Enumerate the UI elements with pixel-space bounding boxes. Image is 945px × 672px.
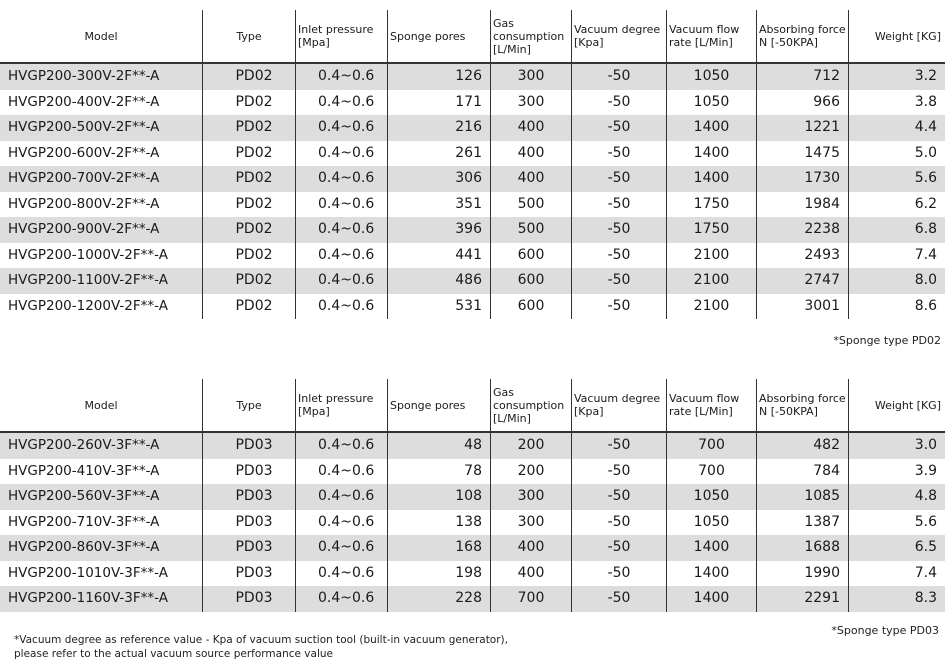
cell-inlet-pressure: 0.4~0.6: [295, 586, 387, 612]
table-row: [0, 115, 945, 141]
cell-vacuum-degree: -50: [571, 459, 666, 485]
table-row: [0, 561, 945, 587]
cell-inlet-pressure: 0.4~0.6: [295, 433, 387, 459]
cell-gas-consumption: 300: [490, 90, 571, 116]
cell-type: PD02: [202, 243, 295, 269]
col-sponge-pores: Sponge pores: [387, 379, 490, 431]
cell-type: PD02: [202, 268, 295, 294]
table-header: [0, 379, 945, 433]
cell-absorbing-force: 1221: [756, 115, 848, 141]
col-vacuum-flow: Vacuum flow rate [L/Min]: [666, 10, 756, 62]
cell-inlet-pressure: 0.4~0.6: [295, 294, 387, 320]
cell-model: HVGP200-900V-2F**-A: [8, 221, 160, 237]
cell-model: HVGP200-400V-2F**-A: [8, 93, 160, 110]
cell-sponge-pores: 531: [387, 294, 490, 320]
cell-inlet-pressure: 0.4~0.6: [295, 484, 387, 510]
col-weight: Weight [KG]: [848, 10, 945, 62]
cell-sponge-pores: 396: [387, 217, 490, 243]
cell-absorbing-force: 2291: [756, 586, 848, 612]
cell-type: PD02: [202, 192, 295, 218]
cell-weight: 8.3: [848, 586, 945, 612]
cell-vacuum-flow: 2100: [666, 243, 756, 269]
cell-gas-consumption: 300: [490, 64, 571, 90]
cell-vacuum-degree: -50: [571, 64, 666, 90]
cell-sponge-pores: 216: [387, 115, 490, 141]
cell-vacuum-flow: 700: [666, 459, 756, 485]
cell-weight: 5.6: [848, 166, 945, 192]
col-vacuum-flow: Vacuum flow rate [L/Min]: [666, 379, 756, 431]
cell-weight: 6.2: [848, 192, 945, 218]
cell-inlet-pressure: 0.4~0.6: [295, 115, 387, 141]
cell-absorbing-force: 966: [756, 90, 848, 116]
col-gas-consumption: Gas consumption [L/Min]: [490, 10, 571, 62]
cell-absorbing-force: 1688: [756, 535, 848, 561]
col-inlet-pressure: Inlet pressure [Mpa]: [295, 379, 387, 431]
cell-vacuum-degree: -50: [571, 192, 666, 218]
col-model: Model: [84, 29, 118, 43]
cell-type: PD02: [202, 166, 295, 192]
cell-sponge-pores: 168: [387, 535, 490, 561]
cell-gas-consumption: 600: [490, 268, 571, 294]
table-row: [0, 141, 945, 167]
table-row: [0, 294, 945, 320]
cell-sponge-pores: 351: [387, 192, 490, 218]
table-row: [0, 268, 945, 294]
cell-sponge-pores: 486: [387, 268, 490, 294]
cell-weight: 8.0: [848, 268, 945, 294]
cell-vacuum-degree: -50: [571, 294, 666, 320]
sponge-type-note: *Sponge type PD02: [833, 334, 941, 347]
cell-weight: 3.8: [848, 90, 945, 116]
table-row: [0, 510, 945, 536]
col-vacuum-degree: Vacuum degree [Kpa]: [571, 379, 666, 431]
cell-vacuum-flow: 1750: [666, 217, 756, 243]
table-row: [0, 64, 945, 90]
cell-model: HVGP200-500V-2F**-A: [8, 119, 160, 135]
cell-absorbing-force: 3001: [756, 294, 848, 320]
cell-vacuum-flow: 1750: [666, 192, 756, 218]
col-model: Model: [84, 398, 118, 412]
cell-vacuum-flow: 1050: [666, 510, 756, 536]
cell-inlet-pressure: 0.4~0.6: [295, 90, 387, 116]
cell-inlet-pressure: 0.4~0.6: [295, 166, 387, 192]
cell-inlet-pressure: 0.4~0.6: [295, 217, 387, 243]
cell-absorbing-force: 2747: [756, 268, 848, 294]
cell-gas-consumption: 600: [490, 294, 571, 320]
cell-sponge-pores: 228: [387, 586, 490, 612]
cell-inlet-pressure: 0.4~0.6: [295, 268, 387, 294]
cell-sponge-pores: 171: [387, 90, 490, 116]
col-absorbing-force: Absorbing force N [-50KPA]: [756, 379, 848, 431]
col-weight: Weight [KG]: [848, 379, 945, 431]
cell-model: HVGP200-410V-3F**-A: [8, 462, 160, 479]
cell-vacuum-degree: -50: [571, 561, 666, 587]
cell-sponge-pores: 306: [387, 166, 490, 192]
cell-weight: 4.8: [848, 484, 945, 510]
cell-vacuum-degree: -50: [571, 90, 666, 116]
cell-gas-consumption: 300: [490, 510, 571, 536]
cell-vacuum-flow: 1400: [666, 115, 756, 141]
cell-weight: 5.6: [848, 510, 945, 536]
table-row: [0, 90, 945, 116]
col-gas-consumption: Gas consumption [L/Min]: [490, 379, 571, 431]
cell-type: PD03: [202, 586, 295, 612]
table-row: [0, 243, 945, 269]
cell-vacuum-flow: 1050: [666, 90, 756, 116]
table-body: [0, 433, 945, 612]
cell-absorbing-force: 482: [756, 433, 848, 459]
cell-weight: 3.2: [848, 64, 945, 90]
cell-vacuum-flow: 1050: [666, 484, 756, 510]
cell-vacuum-degree: -50: [571, 433, 666, 459]
cell-vacuum-flow: 1400: [666, 561, 756, 587]
cell-inlet-pressure: 0.4~0.6: [295, 459, 387, 485]
cell-model: HVGP200-1000V-2F**-A: [8, 246, 168, 263]
cell-gas-consumption: 700: [490, 586, 571, 612]
cell-model: HVGP200-1200V-2F**-A: [8, 297, 168, 314]
cell-inlet-pressure: 0.4~0.6: [295, 510, 387, 536]
col-sponge-pores: Sponge pores: [387, 10, 490, 62]
cell-type: PD02: [202, 64, 295, 90]
table-row: [0, 535, 945, 561]
cell-sponge-pores: 108: [387, 484, 490, 510]
cell-sponge-pores: 261: [387, 141, 490, 167]
cell-weight: 7.4: [848, 243, 945, 269]
cell-weight: 3.0: [848, 433, 945, 459]
cell-type: PD02: [202, 115, 295, 141]
cell-inlet-pressure: 0.4~0.6: [295, 561, 387, 587]
table-row: [0, 484, 945, 510]
cell-gas-consumption: 500: [490, 217, 571, 243]
cell-vacuum-degree: -50: [571, 115, 666, 141]
table-row: [0, 586, 945, 612]
cell-vacuum-flow: 1400: [666, 586, 756, 612]
cell-model: HVGP200-1010V-3F**-A: [8, 564, 168, 581]
cell-vacuum-flow: 2100: [666, 268, 756, 294]
cell-weight: 5.0: [848, 141, 945, 167]
cell-vacuum-degree: -50: [571, 217, 666, 243]
cell-vacuum-degree: -50: [571, 535, 666, 561]
cell-type: PD03: [202, 433, 295, 459]
col-inlet-pressure: Inlet pressure [Mpa]: [295, 10, 387, 62]
table-row: [0, 166, 945, 192]
cell-vacuum-flow: 1050: [666, 64, 756, 90]
cell-inlet-pressure: 0.4~0.6: [295, 192, 387, 218]
cell-absorbing-force: 784: [756, 459, 848, 485]
cell-absorbing-force: 2238: [756, 217, 848, 243]
cell-type: PD02: [202, 141, 295, 167]
cell-type: PD02: [202, 294, 295, 320]
cell-weight: 4.4: [848, 115, 945, 141]
col-absorbing-force: Absorbing force N [-50KPA]: [756, 10, 848, 62]
cell-vacuum-flow: 1400: [666, 141, 756, 167]
cell-vacuum-degree: -50: [571, 586, 666, 612]
cell-absorbing-force: 1085: [756, 484, 848, 510]
cell-type: PD03: [202, 459, 295, 485]
cell-sponge-pores: 138: [387, 510, 490, 536]
cell-sponge-pores: 441: [387, 243, 490, 269]
cell-type: PD03: [202, 561, 295, 587]
cell-vacuum-flow: 1400: [666, 535, 756, 561]
col-type: Type: [202, 379, 295, 431]
cell-inlet-pressure: 0.4~0.6: [295, 64, 387, 90]
cell-gas-consumption: 200: [490, 459, 571, 485]
table-row: [0, 433, 945, 459]
cell-gas-consumption: 400: [490, 115, 571, 141]
cell-absorbing-force: 2493: [756, 243, 848, 269]
cell-absorbing-force: 1990: [756, 561, 848, 587]
cell-vacuum-degree: -50: [571, 141, 666, 167]
cell-model: HVGP200-1160V-3F**-A: [8, 590, 168, 606]
cell-type: PD03: [202, 484, 295, 510]
cell-absorbing-force: 1730: [756, 166, 848, 192]
table-row: [0, 192, 945, 218]
table-row: [0, 217, 945, 243]
cell-sponge-pores: 48: [387, 433, 490, 459]
col-type: Type: [202, 10, 295, 62]
cell-inlet-pressure: 0.4~0.6: [295, 535, 387, 561]
cell-inlet-pressure: 0.4~0.6: [295, 141, 387, 167]
sponge-type-note: *Sponge type PD03: [831, 624, 939, 637]
cell-gas-consumption: 600: [490, 243, 571, 269]
cell-absorbing-force: 1387: [756, 510, 848, 536]
cell-model: HVGP200-710V-3F**-A: [8, 513, 160, 530]
cell-model: HVGP200-560V-3F**-A: [8, 488, 160, 504]
cell-model: HVGP200-1100V-2F**-A: [8, 272, 168, 288]
cell-weight: 8.6: [848, 294, 945, 320]
cell-absorbing-force: 1475: [756, 141, 848, 167]
cell-weight: 3.9: [848, 459, 945, 485]
cell-gas-consumption: 400: [490, 166, 571, 192]
cell-absorbing-force: 712: [756, 64, 848, 90]
cell-sponge-pores: 198: [387, 561, 490, 587]
cell-vacuum-flow: 1400: [666, 166, 756, 192]
cell-model: HVGP200-600V-2F**-A: [8, 144, 160, 161]
cell-model: HVGP200-300V-2F**-A: [8, 68, 160, 84]
cell-vacuum-degree: -50: [571, 484, 666, 510]
cell-absorbing-force: 1984: [756, 192, 848, 218]
cell-vacuum-degree: -50: [571, 510, 666, 536]
cell-gas-consumption: 400: [490, 141, 571, 167]
cell-sponge-pores: 78: [387, 459, 490, 485]
cell-vacuum-degree: -50: [571, 166, 666, 192]
cell-model: HVGP200-700V-2F**-A: [8, 170, 160, 186]
cell-weight: 6.5: [848, 535, 945, 561]
cell-gas-consumption: 400: [490, 535, 571, 561]
cell-vacuum-flow: 700: [666, 433, 756, 459]
cell-gas-consumption: 400: [490, 561, 571, 587]
cell-gas-consumption: 500: [490, 192, 571, 218]
spec-table-pd02: [0, 10, 945, 319]
spec-table-pd03: [0, 379, 945, 612]
cell-type: PD03: [202, 535, 295, 561]
cell-gas-consumption: 300: [490, 484, 571, 510]
cell-vacuum-degree: -50: [571, 268, 666, 294]
cell-weight: 6.8: [848, 217, 945, 243]
table-header: [0, 10, 945, 64]
cell-weight: 7.4: [848, 561, 945, 587]
cell-type: PD02: [202, 90, 295, 116]
cell-model: HVGP200-260V-3F**-A: [8, 437, 160, 453]
cell-vacuum-flow: 2100: [666, 294, 756, 320]
cell-type: PD03: [202, 510, 295, 536]
col-vacuum-degree: Vacuum degree [Kpa]: [571, 10, 666, 62]
cell-sponge-pores: 126: [387, 64, 490, 90]
cell-type: PD02: [202, 217, 295, 243]
cell-inlet-pressure: 0.4~0.6: [295, 243, 387, 269]
footnote: *Vacuum degree as reference value - Kpa of vacuum suction tool (built-in vacuum generator), please refer to the actual vacuum source performance value: [14, 634, 508, 660]
table-row: [0, 459, 945, 485]
cell-model: HVGP200-860V-3F**-A: [8, 539, 160, 555]
table-body: [0, 64, 945, 319]
cell-gas-consumption: 200: [490, 433, 571, 459]
cell-vacuum-degree: -50: [571, 243, 666, 269]
cell-model: HVGP200-800V-2F**-A: [8, 195, 160, 212]
